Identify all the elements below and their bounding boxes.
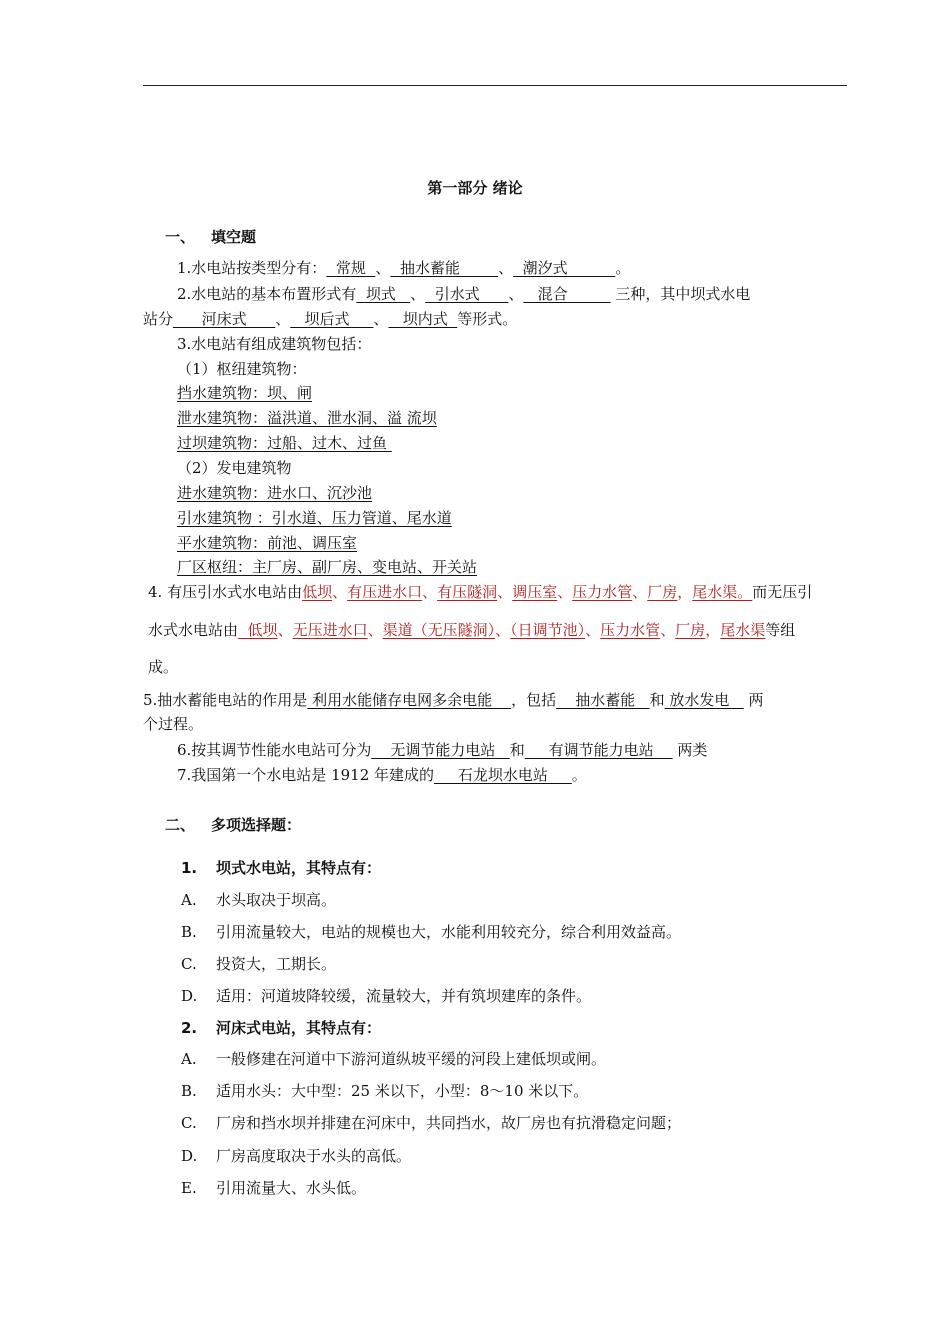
header-rule [143,85,847,86]
subheading-power-buildings: （2）发电建筑物 [177,459,292,477]
section1-heading-number: 一、 [165,228,196,246]
fill-question-6: 6.按其调节性能水电站可分为 无调节能力电站 和 有调节能力电站 两类 [177,741,708,759]
option-letter: B. [181,923,197,941]
building-line: 过坝建筑物：过船、过木、过鱼 [177,434,392,452]
section1-heading: 填空题 [211,228,257,246]
subheading-hub-buildings: （1）枢纽建筑物： [177,360,307,378]
option-letter: D. [181,987,198,1005]
fill-question-4-line3: 成。 [148,658,179,676]
fill-question-5: 5.抽水蓄能电站的作用是 利用水能储存电网多余电能 ，包括 抽水蓄能 和 放水发电 两 [143,691,764,709]
fill-question-5-line2: 个过程。 [143,715,204,733]
fill-question-7: 7.我国第一个水电站是 1912 年建成的 石龙坝水电站 。 [177,766,587,784]
answer-blank: 抽水蓄能 [556,691,650,709]
option-text: 投资大，工期长。 [216,955,337,973]
answer-blank: 引水式 [425,285,509,303]
question-title: 坝式水电站，其特点有： [216,859,382,877]
option-text: 引用流量大、水头低。 [216,1179,367,1197]
answer-blank: 坝式 [356,285,411,303]
answer-blank: 有调节能力电站 [524,741,673,759]
option-text: 厂房和挡水坝并排建在河床中，共同挡水，故厂房也有抗滑稳定问题； [216,1114,682,1132]
building-line: 挡水建筑物：坝、闸 [177,384,313,402]
question-number: 2. [181,1019,198,1037]
fill-question-4: 4. 有压引水式水电站由低坝、有压进水口、有压隧洞、调压室、压力水管、厂房，尾水渠。而无压引 [148,583,813,601]
question-title: 河床式电站，其特点有： [216,1019,382,1037]
section2-heading: 多项选择题： [211,816,302,834]
option-letter: A. [181,891,197,909]
answer-blank: 河床式 [173,310,276,328]
fill-question-3: 3.水电站有组成建筑物包括： [177,335,372,353]
fill-question-2-line2: 站分 河床式 、 坝后式 、 坝内式 等形式。 [143,310,518,328]
answer-blank: 石龙坝水电站 [434,766,572,784]
answer-blank: 利用水能储存电网多余电能 [307,691,512,709]
fill-question-2: 2.水电站的基本布置形式有 坝式 、 引水式 、 混合 三种，其中坝式水电 [177,285,751,303]
option-text: 厂房高度取决于水头的高低。 [216,1147,412,1165]
building-line: 厂区枢纽：主厂房、副厂房、变电站、开关站 [177,558,478,576]
option-letter: B. [181,1082,197,1100]
answer-blank: 放水发电 [664,691,744,709]
answer-blank: 潮汐式 [513,259,616,277]
option-letter: A. [181,1050,197,1068]
answer-blank: 无调节能力电站 [371,741,510,759]
section2-heading-number: 二、 [165,816,196,834]
answer-blank: 常规 [326,259,376,277]
option-letter: C. [181,1114,197,1132]
option-text: 适用水头：大中型：25 米以下，小型：8～10 米以下。 [216,1082,589,1100]
option-letter: E. [181,1179,197,1197]
building-line: 进水建筑物：进水口、沉沙池 [177,484,373,502]
building-line: 平水建筑物：前池、调压室 [177,534,358,552]
option-text: 一般修建在河道中下游河道纵坡平缓的河段上建低坝或闸。 [216,1050,607,1068]
option-text: 水头取决于坝高。 [216,891,337,909]
answer-blank: 坝内式 [388,310,458,328]
fill-question-4-line2: 水式水电站由 低坝、无压进水口、渠道（无压隧洞）、（日调节池）、压力水管、厂房，尾水渠等组 [148,621,796,639]
option-letter: D. [181,1147,198,1165]
answer-blank: 坝后式 [290,310,374,328]
option-letter: C. [181,955,197,973]
option-text: 适用：河道坡降较缓，流量较大，并有筑坝建库的条件。 [216,987,592,1005]
building-line: 引水建筑物 ：引水道、压力管道、尾水道 [177,509,452,527]
option-text: 引用流量较大，电站的规模也大，水能利用较充分，综合利用效益高。 [216,923,682,941]
building-line: 泄水建筑物：溢洪道、泄水洞、溢 流坝 [177,409,437,427]
question-number: 1. [181,859,198,877]
fill-question-1: 1.水电站按类型分有： 常规 、 抽水蓄能 、 潮汐式 。 [177,259,631,277]
answer-blank: 抽水蓄能 [390,259,499,277]
page-title: 第一部分 绪论 [427,179,523,197]
answer-blank: 混合 [523,285,611,303]
